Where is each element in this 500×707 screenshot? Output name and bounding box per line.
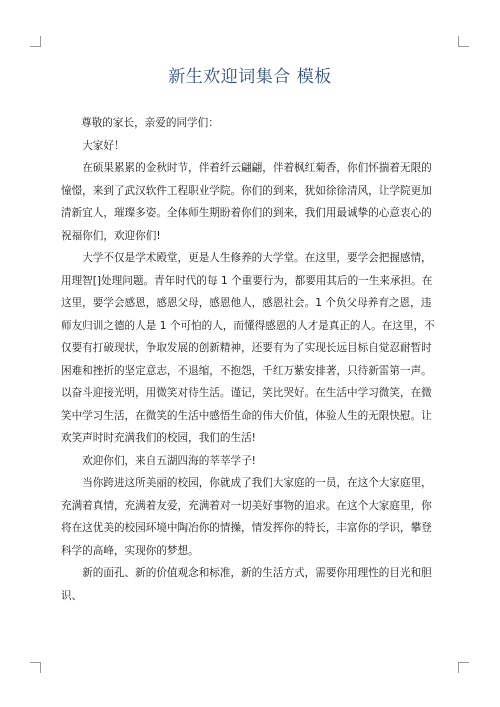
crop-mark-bottom-left bbox=[30, 662, 41, 673]
document-body bbox=[61, 112, 441, 607]
crop-mark-top-left bbox=[30, 36, 41, 47]
paragraph-2: 大学不仅是学术殿堂，更是人生修养的大学堂。在这里，要学会把握感情，用理智[]处理问题。青年时代的每 1 个重要行为，都要用其后的一生来承担。在这里，要学会感恩，感恩父母，感恩他人，感恩社会。1 个负父母养育之恩，违师友归训之德的人是 1 个可怕的人，而懂得感恩的人才是真正的人。在这里，不仅要有打破现状，争取发展的创新精神，还要有为了实现长远目标自觉忍耐暂时困难和挫折的坚定意志，不退缩，不抱怨，千红万紫安排著，只待新雷第一声。以奋斗迎接光明，用微笑对待生活。谨记，笑比哭好。在生活中学习微笑，在微笑中学习生活，在微笑的生活中感悟生命的伟大价值，体验人生的无限快慰。让欢笑声时时充满我们的校园，我们的生活! bbox=[61, 252, 435, 444]
crop-mark-bottom-right bbox=[458, 662, 469, 673]
salutation: 尊敬的家长，亲爱的同学们： bbox=[81, 117, 219, 129]
document-title: 新生欢迎词集合 模板 bbox=[168, 67, 332, 87]
greeting: 大家好！ bbox=[82, 139, 125, 152]
paragraph-5: 新的面孔、新的价值观念和标准，新的生活方式，需要你用理性的目光和胆识、 bbox=[61, 567, 432, 602]
paragraph-3: 欢迎你们，来自五湖四海的莘莘学子! bbox=[82, 454, 256, 467]
crop-mark-top-right bbox=[458, 36, 469, 47]
paragraph-4: 当你跨进这所美丽的校园，你就成了我们大家庭的一员，在这个大家庭里，充满着真情，充满着友爱，充满着对一切美好事物的追求。在这个大家庭里，你将在这优美的校园环境中陶冶你的情操，情发挥你的特长，丰富你的学识，攀登科学的高峰，实现你的梦想。 bbox=[61, 477, 432, 557]
paragraph-1: 在硕果累累的金秋时节，伴着纤云翩翩，伴着枫红菊香，你们怀揣着无限的憧憬，来到了武汉软件工程职业学院。你们的到来，犹如徐徐清风，让学院更加清新宜人，璀璨多姿。全体师生期盼着你们的到来，我们用最诚挚的心意衷心的祝福你们，欢迎你们! bbox=[61, 162, 432, 242]
